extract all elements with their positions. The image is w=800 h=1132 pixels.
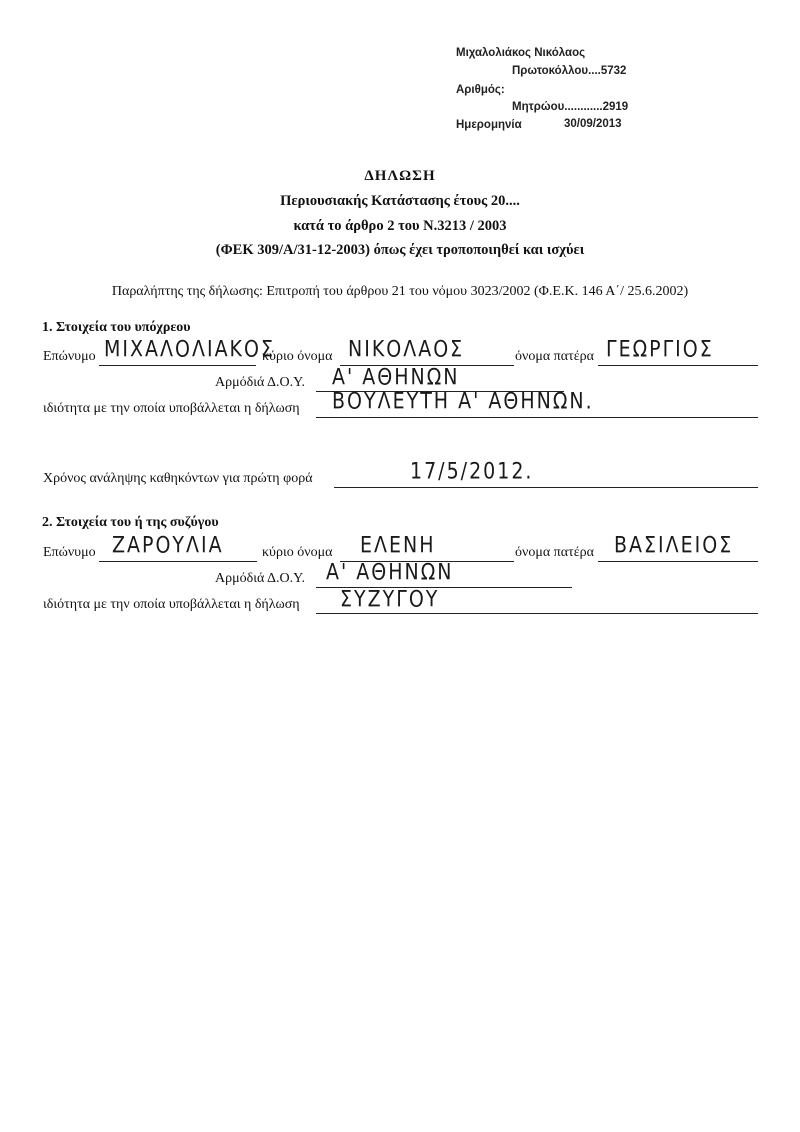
s1-father-label: όνομα πατέρα bbox=[515, 349, 594, 364]
s2-surname-label: Επώνυμο bbox=[43, 545, 96, 560]
s1-capacity-value: ΒΟΥΛΕΥΤΗ Α' ΑΘΗΝΩΝ. bbox=[332, 388, 594, 414]
s1-start-value: 17/5/2012. bbox=[410, 458, 534, 484]
s1-tax-office-label: Αρμόδιά Δ.Ο.Υ. bbox=[215, 375, 306, 390]
document-title: ΔΗΛΩΣΗ bbox=[364, 168, 436, 184]
s1-capacity-label: ιδιότητα με την οποία υποβάλλεται η δήλωση bbox=[43, 401, 300, 416]
s1-father-line bbox=[598, 365, 758, 366]
section-1-heading: 1. Στοιχεία του υπόχρεου bbox=[42, 320, 191, 335]
s1-surname-value: ΜΙΧΑΛΟΛΙΑΚΟΣ bbox=[104, 336, 275, 362]
s1-start-label: Χρόνος ανάληψης καθηκόντων για πρώτη φορά bbox=[43, 471, 313, 486]
number-label: Αριθμός: bbox=[456, 84, 505, 96]
s2-father-label: όνομα πατέρα bbox=[515, 545, 594, 560]
s1-capacity-line bbox=[316, 417, 758, 418]
s2-firstname-value: ΕΛΕΝΗ bbox=[360, 532, 436, 558]
s2-capacity-line bbox=[316, 613, 758, 614]
date-value: 30/09/2013 bbox=[564, 118, 622, 130]
s2-firstname-label: κύριο όνομα bbox=[262, 545, 333, 560]
date-label: Ημερομηνία bbox=[456, 119, 522, 131]
section-2-heading: 2. Στοιχεία του ή της συζύγου bbox=[42, 515, 219, 530]
s1-father-value: ΓΕΩΡΓΙΟΣ bbox=[606, 336, 714, 362]
title-line-3: (ΦΕΚ 309/Α/31-12-2003) όπως έχει τροποποιηθεί και ισχύει bbox=[215, 242, 585, 258]
title-line-1: Περιουσιακής Κατάστασης έτους 20.... bbox=[280, 193, 520, 209]
registry-number: Μητρώου............2919 bbox=[512, 101, 629, 113]
s1-surname-label: Επώνυμο bbox=[43, 349, 96, 364]
s1-firstname-label: κύριο όνομα bbox=[262, 349, 333, 364]
s1-tax-office-value: Α' ΑΘΗΝΩΝ bbox=[332, 364, 460, 390]
s2-tax-office-value: Α' ΑΘΗΝΩΝ bbox=[326, 559, 454, 585]
declarant-name: Μιχαλολιάκος Νικόλαος bbox=[456, 47, 586, 59]
protocol-number: Πρωτοκόλλου....5732 bbox=[512, 65, 627, 77]
recipient-line: Παραλήπτης της δήλωσης: Επιτροπή του άρθρου 21 του νόμου 3023/2002 (Φ.Ε.Κ. 146 Α΄/ 25.6.2002) bbox=[111, 284, 689, 299]
s2-surname-line bbox=[99, 561, 257, 562]
s2-surname-value: ΖΑΡΟΥΛΙΑ bbox=[112, 532, 224, 558]
s1-firstname-value: ΝΙΚΟΛΑΟΣ bbox=[348, 336, 465, 362]
s1-start-line bbox=[334, 487, 758, 488]
s2-tax-office-label: Αρμόδιά Δ.Ο.Υ. bbox=[215, 571, 306, 586]
s2-capacity-value: ΣΥΖΥΓΟΥ bbox=[340, 586, 440, 612]
s2-father-value: ΒΑΣΙΛΕΙΟΣ bbox=[614, 532, 734, 558]
s2-capacity-label: ιδιότητα με την οποία υποβάλλεται η δήλωση bbox=[43, 597, 300, 612]
s2-father-line bbox=[598, 561, 758, 562]
title-line-2: κατά το άρθρο 2 του Ν.3213 / 2003 bbox=[293, 218, 507, 234]
s1-surname-line bbox=[99, 365, 256, 366]
